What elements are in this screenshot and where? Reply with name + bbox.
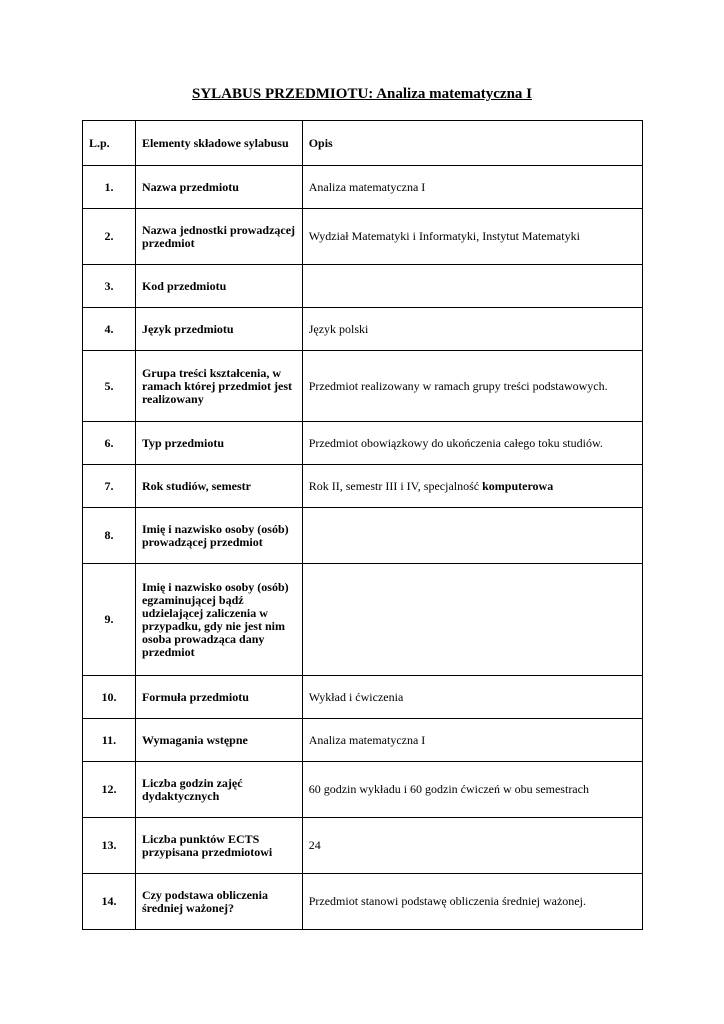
row-element: Nazwa jednostki prowadzącej przedmiot <box>135 209 302 265</box>
table-row <box>83 166 643 209</box>
row-description: Wydział Matematyki i Informatyki, Instytut Matematyki <box>302 209 642 265</box>
row-description-bold: komputerowa <box>482 478 554 493</box>
row-element: Język przedmiotu <box>135 308 302 351</box>
row-number: 14. <box>83 874 136 930</box>
row-element: Czy podstawa obliczenia średniej ważonej? <box>135 874 302 930</box>
row-element: Rok studiów, semestr <box>135 465 302 508</box>
table-row <box>83 762 643 818</box>
row-element: Nazwa przedmiotu <box>135 166 302 209</box>
table-row <box>83 818 643 874</box>
row-description: Analiza matematyczna I <box>302 166 642 209</box>
row-element: Liczba godzin zajęć dydaktycznych <box>135 762 302 818</box>
row-number: 2. <box>83 209 136 265</box>
syllabus-table <box>82 120 643 930</box>
row-element: Kod przedmiotu <box>135 265 302 308</box>
row-number: 13. <box>83 818 136 874</box>
row-element: Wymagania wstępne <box>135 719 302 762</box>
table-row <box>83 508 643 564</box>
row-number: 7. <box>83 465 136 508</box>
header-description: Opis <box>302 121 642 166</box>
table-row <box>83 465 643 508</box>
row-description <box>302 465 642 508</box>
row-element: Imię i nazwisko osoby (osób) egzaminującej bądź udzielającej zaliczenia w przypadku, gdy nie jest nim osoba prowadząca dany przedmiot <box>135 564 302 676</box>
row-number: 1. <box>83 166 136 209</box>
row-number: 4. <box>83 308 136 351</box>
table-row <box>83 308 643 351</box>
table-row <box>83 874 643 930</box>
row-element: Typ przedmiotu <box>135 422 302 465</box>
row-number: 3. <box>83 265 136 308</box>
row-description: Przedmiot obowiązkowy do ukończenia całego toku studiów. <box>302 422 642 465</box>
header-row <box>83 121 643 166</box>
row-description: Analiza matematyczna I <box>302 719 642 762</box>
row-description-text: Rok II, semestr III i IV, specjalność <box>308 478 483 493</box>
row-element: Imię i nazwisko osoby (osób) prowadzącej przedmiot <box>135 508 302 564</box>
row-element: Formuła przedmiotu <box>135 676 302 719</box>
row-description: Przedmiot realizowany w ramach grupy treści podstawowych. <box>302 351 642 422</box>
table-row <box>83 265 643 308</box>
table-row <box>83 351 643 422</box>
row-description <box>302 265 642 308</box>
row-description: 60 godzin wykładu i 60 godzin ćwiczeń w obu semestrach <box>302 762 642 818</box>
row-number: 6. <box>83 422 136 465</box>
row-description: Język polski <box>302 308 642 351</box>
row-description: Wykład i ćwiczenia <box>302 676 642 719</box>
table-row <box>83 676 643 719</box>
row-description <box>302 508 642 564</box>
document-title: SYLABUS PRZEDMIOTU: Analiza matematyczna I <box>192 86 532 102</box>
header-element: Elementy składowe sylabusu <box>135 121 302 166</box>
table-row <box>83 422 643 465</box>
row-number: 12. <box>83 762 136 818</box>
row-element: Liczba punktów ECTS przypisana przedmiotowi <box>135 818 302 874</box>
table-row <box>83 209 643 265</box>
row-description <box>302 564 642 676</box>
table-row <box>83 564 643 676</box>
row-description: 24 <box>302 818 642 874</box>
header-lp: L.p. <box>83 121 136 166</box>
row-number: 9. <box>83 564 136 676</box>
row-number: 8. <box>83 508 136 564</box>
row-number: 11. <box>83 719 136 762</box>
row-element: Grupa treści kształcenia, w ramach której przedmiot jest realizowany <box>135 351 302 422</box>
row-number: 5. <box>83 351 136 422</box>
row-number: 10. <box>83 676 136 719</box>
table-row <box>83 719 643 762</box>
row-description: Przedmiot stanowi podstawę obliczenia średniej ważonej. <box>302 874 642 930</box>
